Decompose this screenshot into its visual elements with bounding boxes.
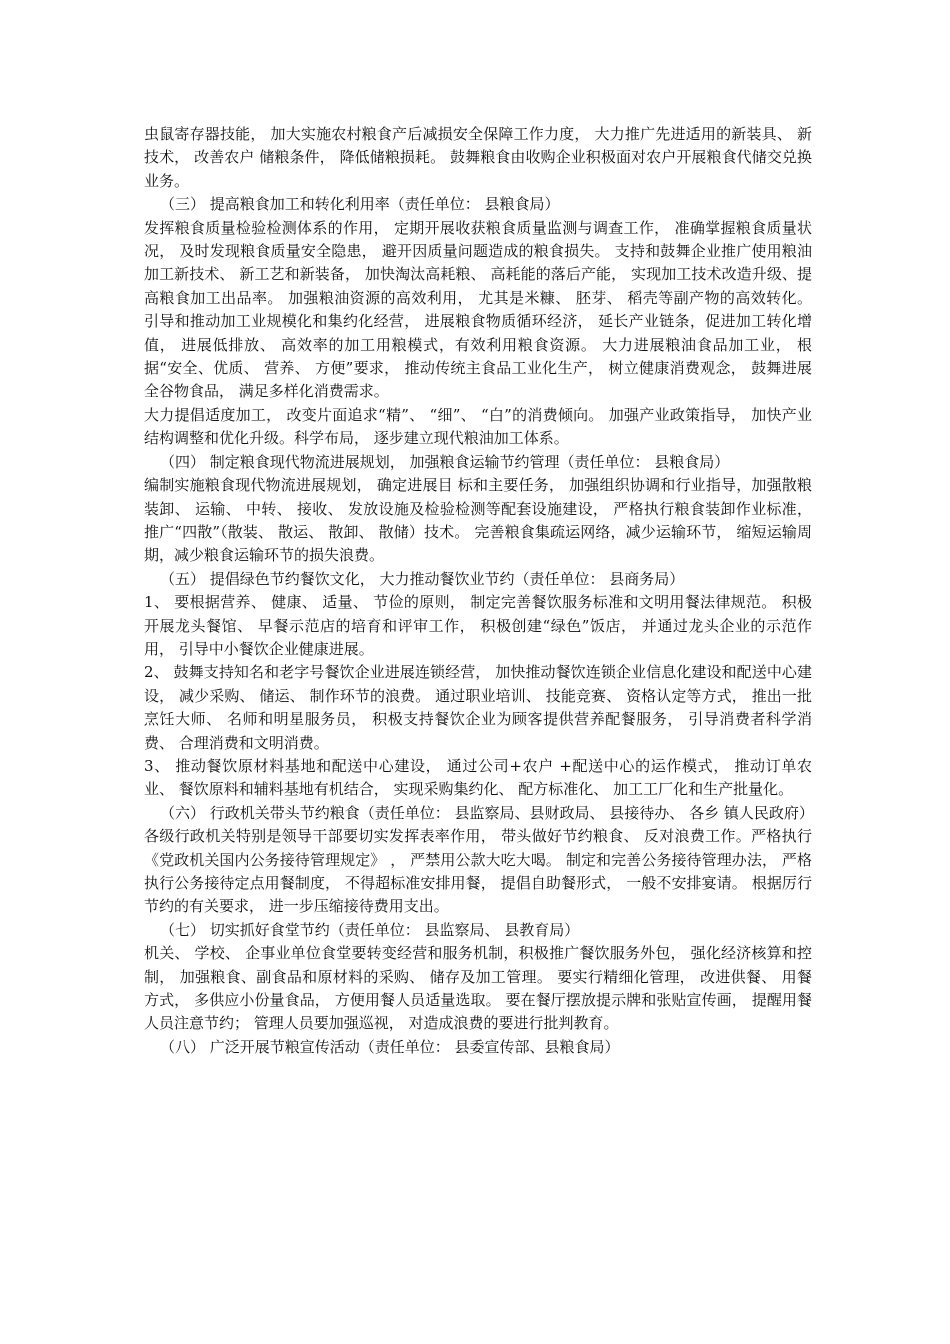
section-heading: （五） 提倡绿色节约餐饮文化， 大力推动餐饮业节约（责任单位： 县商务局） xyxy=(160,569,685,588)
section-heading: （六） 行政机关带头节约粮食（责任单位： 县监察局、县财政局、 县接待办、 各乡 镇人民政府） xyxy=(160,803,814,822)
section-heading: （七） 切实抓好食堂节约（责任单位： 县监察局、 县教育局） xyxy=(160,920,580,939)
paragraph: 机关、 学校、 企事业单位食堂要转变经营和服务机制，积极推广餐饮服务外包， 强化经济核算和控制， 加强粮食、副食品和原材料的采购、 储存及加工管理。 要实行精细化管理， 改进供餐、 用餐方式， 多供应小份量食品， 方便用餐人员适量选取。 要在餐厅摆放提示牌和张贴宣传画， 提醒用餐人员注意节约； 管理人员要加强巡视， 对造成浪费的要进行批判教育。 xyxy=(144,944,812,1033)
section-heading: （八） 广泛开展节粮宣传活动（责任单位： 县委宣传部、县粮食局） xyxy=(160,1037,620,1056)
paragraph: 编制实施粮食现代物流进展规划， 确定进展目 标和主要任务， 加强组织协调和行业指导，加强散粮装卸、 运输、 中转、 接收、 发放设施及检验检测等配套设施建设， 严格执行粮食装卸作业标准， 推广“四散”（散装、 散运、 散卸、 散储）技术。 完善粮食集疏运网络，减少运输环节， 缩短运输周期，减少粮食运输环节的损失浪费。 xyxy=(144,476,812,565)
paragraph: 各级行政机关特别是领导干部要切实发挥表率作用， 带头做好节约粮食、 反对浪费工作。严格执行《党政机关国内公务接待管理规定》 ， 严禁用公款大吃大喝。 制定和完善公务接待管理办法， 严格执行公务接待定点用餐制度， 不得超标准安排用餐， 提倡自助餐形式， 一般不安排宴请。 根据厉行节约的有关要求， 进一步压缩接待费用支出。 xyxy=(144,827,812,916)
paragraph: 虫鼠寄存器技能， 加大实施农村粮食产后减损安全保障工作力度， 大力推广先进适用的新装具、 新技术， 改善农户 储粮条件， 降低储粮损耗。 鼓舞粮食由收购企业积极面对农户开展粮食代储交兑换业务。 xyxy=(144,125,812,190)
numbered-paragraph: 3、 推动餐饮原材料基地和配送中心建设， 通过公司+农户 +配送中心的运作模式， 推动订单农业、 餐饮原料和辅料基地有机结合， 实现采购集约化、 配方标准化、 加工工厂化和生产批量化。 xyxy=(144,756,812,799)
document-page xyxy=(144,123,812,1059)
paragraph: 大力提倡适度加工， 改变片面追求“精”、 “细”、 “白”的消费倾向。 加强产业政策指导， 加快产业结构调整和优化升级。科学布局， 逐步建立现代粮油加工体系。 xyxy=(144,405,812,448)
numbered-paragraph: 1、 要根据营养、 健康、 适量、 节俭的原则， 制定完善餐饮服务标准和文明用餐法律规范。 积极开展龙头餐馆、 早餐示范店的培育和评审工作， 积极创建“绿色”饭店， 并通过龙头企业的示范作用， 引导中小餐饮企业健康进展。 xyxy=(144,593,812,658)
section-heading: （四） 制定粮食现代物流进展规划， 加强粮食运输节约管理（责任单位： 县粮食局） xyxy=(160,452,730,471)
section-heading: （三） 提高粮食加工和转化利用率（责任单位： 县粮食局） xyxy=(160,195,560,214)
numbered-paragraph: 2、 鼓舞支持知名和老字号餐饮企业进展连锁经营， 加快推动餐饮连锁企业信息化建设和配送中心建设， 减少采购、 储运、 制作环节的浪费。 通过职业培训、 技能竞赛、 资格认定等方式， 推出一批烹饪大师、 名师和明星服务员， 积极支持餐饮企业为顾客提供营养配餐服务， 引导消费者科学消费、 合理消费和文明消费。 xyxy=(144,663,812,752)
paragraph: 发挥粮食质量检验检测体系的作用， 定期开展收获粮食质量监测与调查工作， 准确掌握粮食质量状况， 及时发现粮食质量安全隐患， 避开因质量问题造成的粮食损失。 支持和鼓舞企业推广使用粮油加工新技术、 新工艺和新装备， 加快淘汰高耗粮、 高耗能的落后产能， 实现加工技术改造升级、提高粮食加工出品率。 加强粮油资源的高效利用， 尤其是米糠、 胚芽、 稻壳等副产物的高效转化。 引导和推动加工业规模化和集约化经营， 进展粮食物质循环经济， 延长产业链条，促进加工转化增值， 进展低排放、 高效率的加工用粮模式，有效利用粮食资源。 大力进展粮油食品加工业， 根据“安全、优质、 营养、 方便”要求， 推动传统主食品工业化生产， 树立健康消费观念， 鼓舞进展全谷物食品， 满足多样化消费需求。 xyxy=(144,218,812,401)
